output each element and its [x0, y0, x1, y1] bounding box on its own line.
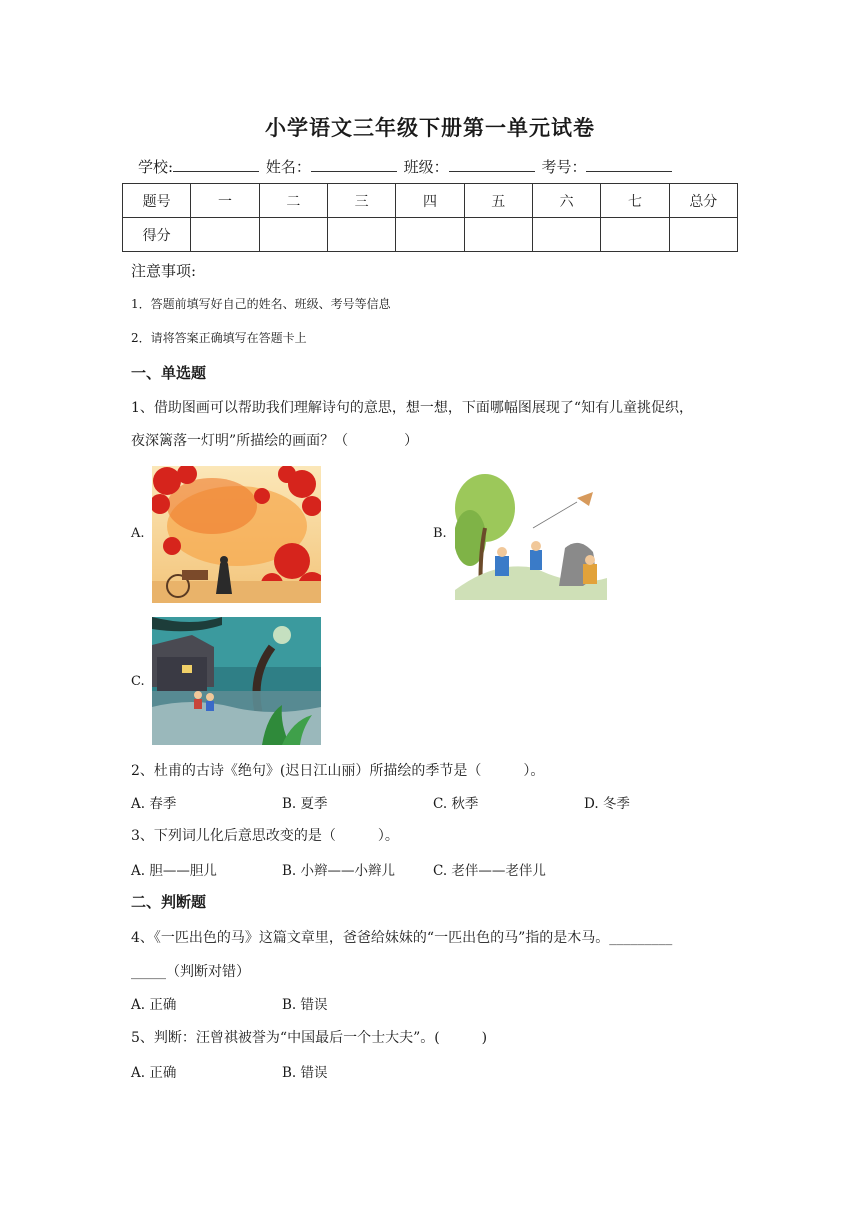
score-cell[interactable]	[259, 218, 327, 252]
student-info-line	[138, 156, 674, 177]
question-4-line-1: 4、《一匹出色的马》这篇文章里，爸爸给妹妹的“一匹出色的马”指的是木马。_________	[131, 930, 673, 946]
q1-option-a-image[interactable]	[152, 466, 321, 603]
score-cell[interactable]	[669, 218, 737, 252]
score-table	[122, 183, 738, 252]
question-1-line-1: 1、借助图画可以帮助我们理解诗句的意思，想一想，下面哪幅图展现了“知有儿童挑促织，	[131, 400, 694, 416]
score-cell[interactable]	[327, 218, 395, 252]
q5-option-a[interactable]: A. 正确	[131, 1065, 177, 1081]
question-3-options	[131, 859, 731, 877]
q1-option-c-label: C.	[131, 674, 145, 689]
question-1-line-2: 夜深篱落一灯明”所描绘的画面？（ ）	[131, 433, 419, 449]
q2-option-a[interactable]: A. 春季	[131, 796, 177, 812]
score-cell[interactable]	[464, 218, 532, 252]
score-header-cell: 七	[601, 184, 669, 218]
score-header-cell: 五	[464, 184, 532, 218]
score-cell[interactable]	[396, 218, 464, 252]
school-blank[interactable]	[173, 157, 259, 172]
kite-flying-picture	[455, 468, 607, 600]
score-header-cell: 题号	[123, 184, 191, 218]
note-item: 2．请将答案正确填写在答题卡上	[131, 331, 307, 345]
autumn-leaves-picture	[152, 466, 321, 603]
score-table-header-row	[123, 184, 738, 218]
score-header-cell: 四	[396, 184, 464, 218]
night-cottage-picture	[152, 617, 321, 745]
question-4-line-2: _____（判断对错）	[131, 964, 250, 980]
question-2-options	[131, 792, 731, 810]
score-cell[interactable]	[191, 218, 259, 252]
q1-option-b-label: B.	[433, 526, 447, 541]
q5-option-b[interactable]: B. 错误	[282, 1065, 328, 1081]
name-blank[interactable]	[311, 157, 397, 172]
q2-option-d[interactable]: D. 冬季	[584, 796, 630, 812]
class-blank[interactable]	[449, 157, 535, 172]
question-5-options	[131, 1061, 531, 1079]
question-4-options	[131, 993, 531, 1011]
q1-option-a-label: A.	[131, 526, 145, 541]
question-2: 2、杜甫的古诗《绝句》(迟日江山丽）所描绘的季节是（ ）。	[131, 763, 545, 779]
class-label: 班级：	[403, 158, 449, 176]
score-row-label: 得分	[123, 218, 191, 252]
note-item: 1．答题前填写好自己的姓名、班级、考号等信息	[131, 297, 391, 311]
q3-option-c[interactable]: C. 老伴——老伴儿	[433, 863, 546, 879]
score-header-cell: 二	[259, 184, 327, 218]
q1-option-c-image[interactable]	[152, 617, 321, 745]
score-header-cell: 总分	[669, 184, 737, 218]
score-header-cell: 一	[191, 184, 259, 218]
notes-title: 注意事项:	[131, 262, 197, 280]
q3-option-b[interactable]: B. 小辫——小辫儿	[282, 863, 396, 879]
section-heading-single-choice: 一、单选题	[131, 364, 207, 382]
score-cell[interactable]	[532, 218, 600, 252]
name-label: 姓名：	[265, 158, 311, 176]
q4-option-a[interactable]: A. 正确	[131, 997, 177, 1013]
school-label: 学校:	[138, 158, 174, 176]
q1-option-b-image[interactable]	[455, 468, 607, 600]
score-cell[interactable]	[601, 218, 669, 252]
q2-option-b[interactable]: B. 夏季	[282, 796, 328, 812]
score-header-cell: 三	[327, 184, 395, 218]
question-3: 3、下列词儿化后意思改变的是（ ）。	[131, 828, 399, 844]
number-blank[interactable]	[586, 157, 672, 172]
question-5: 5、判断：汪曾祺被誉为“中国最后一个士大夫”。( )	[131, 1030, 488, 1046]
section-heading-true-false: 二、判断题	[131, 893, 207, 911]
number-label: 考号：	[541, 158, 587, 176]
q3-option-a[interactable]: A. 胆——胆儿	[131, 863, 217, 879]
score-header-cell: 六	[532, 184, 600, 218]
page-title: 小学语文三年级下册第一单元试卷	[265, 115, 595, 140]
q4-option-b[interactable]: B. 错误	[282, 997, 328, 1013]
q2-option-c[interactable]: C. 秋季	[433, 796, 479, 812]
score-table-score-row	[123, 218, 738, 252]
